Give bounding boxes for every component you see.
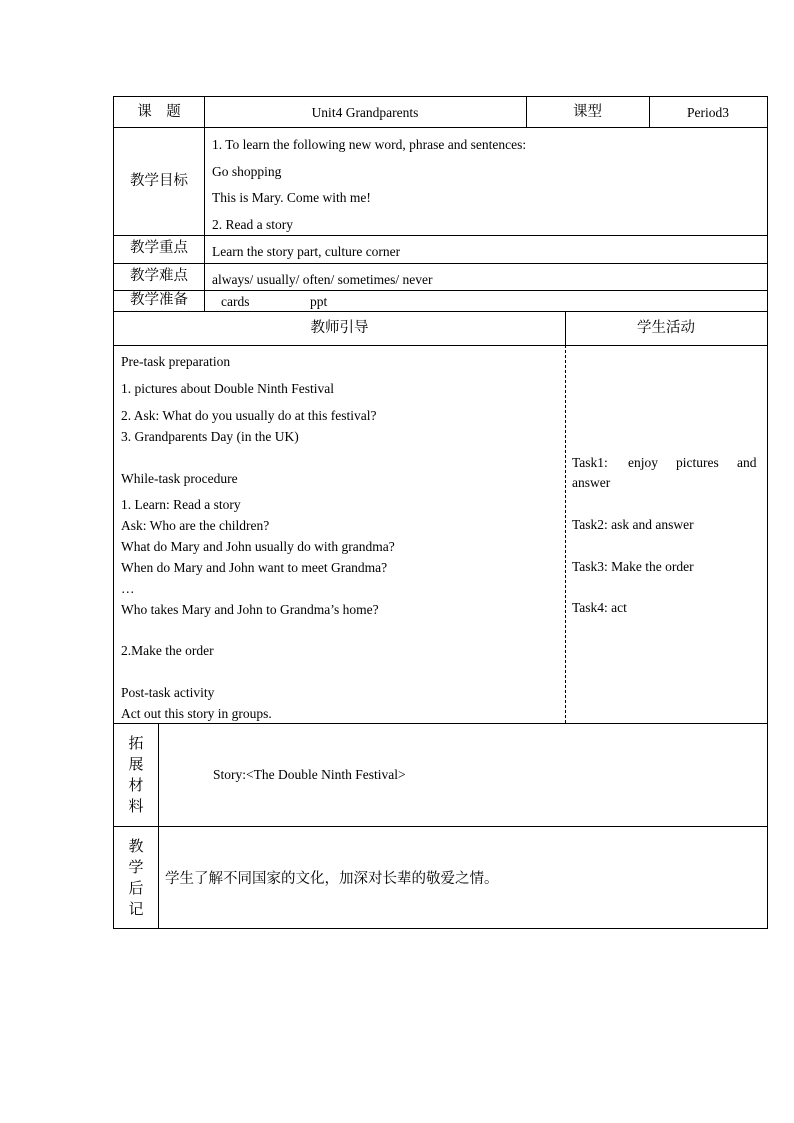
difficulties-value: always/ usually/ often/ sometimes/ never: [212, 272, 433, 287]
row-divider: [114, 235, 767, 236]
teacher-line: Act out this story in groups.: [121, 706, 272, 721]
preparation-item: ppt: [310, 294, 328, 309]
extension-value: Story:<The Double Ninth Festival>: [213, 767, 406, 782]
teacher-line: Ask: Who are the children?: [121, 518, 270, 533]
lesson-plan-table: [113, 96, 768, 929]
row-divider: [114, 263, 767, 264]
reflection-value: 学生了解不同国家的文化，加深对长辈的敬爱之情。: [165, 871, 499, 887]
row-divider: [114, 311, 767, 312]
student-activity-header: 学生活动: [637, 320, 695, 336]
teacher-line: Post-task activity: [121, 685, 215, 700]
teacher-line: Who takes Mary and John to Grandma’s home?: [121, 602, 379, 617]
row-divider: [114, 290, 767, 291]
teacher-line: 3. Grandparents Day (in the UK): [121, 429, 299, 444]
extension-label: 拓 展 材 料: [128, 734, 144, 815]
reflection-label: 教 学 后 记: [128, 837, 144, 918]
key-points-value: Learn the story part, culture corner: [212, 244, 401, 259]
teacher-line: While-task procedure: [121, 471, 238, 486]
objective-line: 2. Read a story: [212, 217, 293, 232]
student-task: Task2: ask and answer: [572, 517, 694, 532]
teacher-line: 2. Ask: What do you usually do at this festival?: [121, 408, 377, 423]
row-divider: [114, 723, 767, 724]
teacher-line: What do Mary and John usually do with grandma?: [121, 539, 395, 554]
student-task-word: enjoy: [628, 455, 658, 470]
teacher-line: 1. Learn: Read a story: [121, 497, 241, 512]
student-task: Task3: Make the order: [572, 559, 694, 574]
teacher-line: 1. pictures about Double Ninth Festival: [121, 381, 334, 396]
row-divider: [114, 127, 767, 128]
row-divider: [114, 826, 767, 827]
type-label: 课型: [573, 104, 602, 120]
student-task-word: and: [737, 455, 757, 470]
topic-value: Unit4 Grandparents: [311, 105, 419, 120]
objectives-label: 教学目标: [130, 173, 188, 189]
difficulties-label: 教学难点: [130, 268, 188, 284]
student-task-word: Task1:: [572, 455, 608, 470]
student-task-word: pictures: [676, 455, 719, 470]
objective-line: This is Mary. Come with me!: [212, 190, 371, 205]
col-divider-dashed: [565, 345, 566, 723]
teacher-guidance-header: 教师引导: [310, 320, 369, 336]
objective-line: 1. To learn the following new word, phrase and sentences:: [212, 137, 527, 152]
teacher-line: …: [121, 581, 135, 596]
teacher-line: When do Mary and John want to meet Grandma?: [121, 560, 388, 575]
student-task: answer: [572, 475, 611, 490]
teacher-line: 2.Make the order: [121, 643, 214, 658]
teacher-line: Pre-task preparation: [121, 354, 231, 369]
preparation-label: 教学准备: [130, 292, 188, 308]
type-value: Period3: [687, 105, 729, 120]
objective-line: Go shopping: [212, 164, 282, 179]
row-divider: [114, 345, 767, 346]
topic-label: 课 题: [137, 104, 181, 120]
preparation-item: cards: [221, 294, 250, 309]
key-points-label: 教学重点: [130, 240, 188, 256]
col-divider: [158, 723, 159, 928]
col-divider: [204, 97, 205, 311]
student-task: Task4: act: [572, 600, 627, 615]
